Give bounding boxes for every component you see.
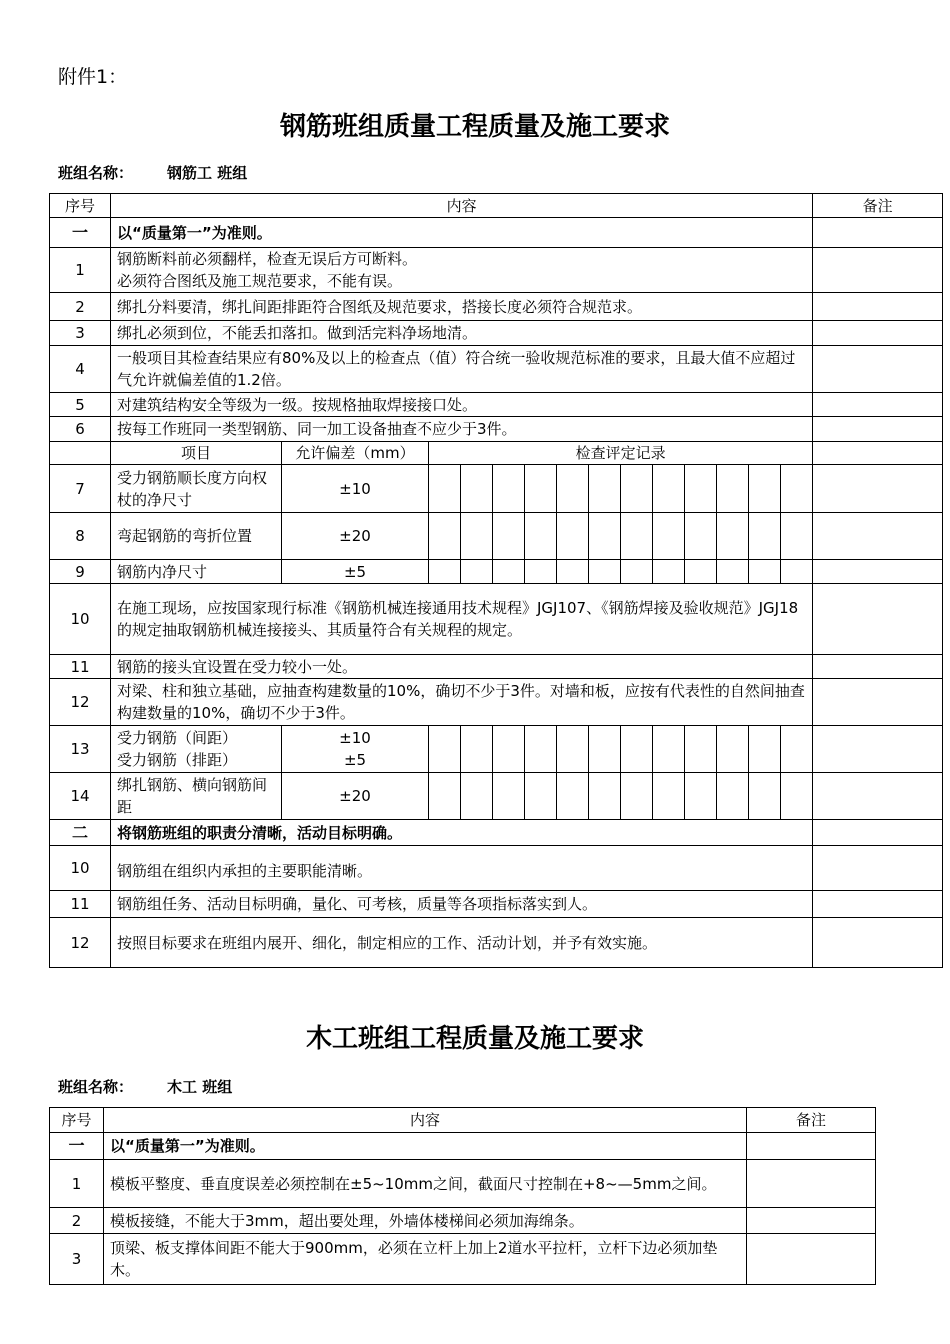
row-no: 10 bbox=[50, 584, 111, 655]
record-cell bbox=[557, 773, 589, 820]
tolerance-value: ±20 bbox=[282, 513, 429, 560]
record-cell bbox=[717, 513, 749, 560]
remarks-cell bbox=[813, 293, 943, 321]
record-cell bbox=[685, 773, 717, 820]
remarks-cell bbox=[813, 560, 943, 584]
tolerance-value: ±5 bbox=[282, 560, 429, 584]
record-cell bbox=[493, 465, 525, 513]
record-cell bbox=[461, 513, 493, 560]
row-content: 绑扎分料要清，绑扎间距排距符合图纸及规范要求，搭接长度必须符合规范求。 bbox=[111, 293, 813, 321]
row-no: 9 bbox=[50, 560, 111, 584]
row-no: 13 bbox=[50, 726, 111, 773]
record-cell bbox=[717, 773, 749, 820]
record-cell bbox=[525, 465, 557, 513]
row-content: 在施工现场，应按国家现行标准《钢筋机械连接通用技术规程》JGJ107、《钢筋焊接及验收规范》JGJ18的规定抽取钢筋机械连接接头、其质量符合有关规程的规定。 bbox=[111, 584, 813, 655]
record-cell bbox=[621, 560, 653, 584]
remarks-cell bbox=[813, 465, 943, 513]
remarks-cell bbox=[813, 773, 943, 820]
record-cell bbox=[717, 560, 749, 584]
row-no: 14 bbox=[50, 773, 111, 820]
table-row bbox=[50, 679, 943, 726]
record-cell bbox=[781, 773, 813, 820]
remarks-cell bbox=[813, 918, 943, 968]
record-cell bbox=[525, 726, 557, 773]
row-no: 3 bbox=[50, 321, 111, 346]
record-cell bbox=[589, 726, 621, 773]
record-cell bbox=[429, 560, 461, 584]
row-no: 4 bbox=[50, 346, 111, 393]
record-cell bbox=[493, 513, 525, 560]
remarks-cell bbox=[813, 513, 943, 560]
table-row bbox=[50, 417, 943, 442]
record-cell bbox=[493, 773, 525, 820]
record-cell bbox=[589, 513, 621, 560]
row-no: 6 bbox=[50, 417, 111, 442]
record-cell bbox=[749, 465, 781, 513]
section-mark: 一 bbox=[50, 1133, 104, 1160]
row-content: 对建筑结构安全等级为一级。按规格抽取焊接接口处。 bbox=[111, 393, 813, 417]
table-header-row bbox=[50, 1108, 876, 1133]
row-content: 钢筋组在组织内承担的主要职能清晰。 bbox=[111, 846, 813, 891]
record-cell bbox=[717, 465, 749, 513]
team-name: 木工 班组 bbox=[167, 1078, 233, 1096]
inspection-item: 弯起钢筋的弯折位置 bbox=[111, 513, 282, 560]
record-cell bbox=[621, 465, 653, 513]
inspection-row bbox=[50, 513, 943, 560]
tolerance-value: ±20 bbox=[282, 773, 429, 820]
section-mark: 二 bbox=[50, 820, 111, 846]
attachment-label: 附件1： bbox=[58, 66, 128, 88]
inspection-item: 受力钢筋（间距） 受力钢筋（排距） bbox=[111, 726, 282, 773]
record-cell bbox=[781, 726, 813, 773]
row-content: 按每工作班同一类型钢筋、同一加工设备抽查不应少于3件。 bbox=[111, 417, 813, 442]
record-cell bbox=[749, 773, 781, 820]
row-content: 对梁、柱和独立基础，应抽查构建数量的10%，确切不少于3件。对墙和板，应按有代表性的自然间抽查构建数量的10%，确切不少于3件。 bbox=[111, 679, 813, 726]
inspection-item-header: 项目 bbox=[111, 442, 282, 465]
section-text: 以“质量第一”为准则。 bbox=[104, 1133, 747, 1160]
table-row bbox=[50, 655, 943, 679]
header-no: 序号 bbox=[50, 194, 111, 218]
remarks-cell bbox=[813, 820, 943, 846]
table-header-row bbox=[50, 194, 943, 218]
inspection-row bbox=[50, 773, 943, 820]
row-no: 2 bbox=[50, 293, 111, 321]
inspection-item: 绑扎钢筋、横向钢筋间距 bbox=[111, 773, 282, 820]
section-row bbox=[50, 1133, 876, 1160]
record-cell bbox=[781, 560, 813, 584]
header-content: 内容 bbox=[104, 1108, 747, 1133]
record-cell bbox=[557, 513, 589, 560]
table-row bbox=[50, 918, 943, 968]
row-no: 11 bbox=[50, 891, 111, 918]
remarks-cell bbox=[813, 248, 943, 293]
row-no: 11 bbox=[50, 655, 111, 679]
record-cell bbox=[429, 513, 461, 560]
remarks-cell bbox=[813, 417, 943, 442]
remarks-cell bbox=[747, 1160, 876, 1208]
remarks-cell bbox=[813, 726, 943, 773]
record-cell bbox=[749, 513, 781, 560]
remarks-cell bbox=[813, 655, 943, 679]
row-no: 12 bbox=[50, 918, 111, 968]
remarks-cell bbox=[813, 346, 943, 393]
row-content: 钢筋断料前必须翻样，检查无误后方可断料。 必须符合图纸及施工规范要求，不能有误。 bbox=[111, 248, 813, 293]
row-content: 顶梁、板支撑体间距不能大于900mm，必须在立杆上加上2道水平拉杆，立杆下边必须加垫木。 bbox=[104, 1234, 747, 1285]
rebar-team-line bbox=[58, 162, 247, 183]
inspection-tolerance-header: 允许偏差（mm） bbox=[282, 442, 429, 465]
tolerance-value: ±10 ±5 bbox=[282, 726, 429, 773]
record-cell bbox=[717, 726, 749, 773]
table-row bbox=[50, 346, 943, 393]
remarks-cell bbox=[813, 393, 943, 417]
remarks-cell bbox=[747, 1234, 876, 1285]
remarks-cell bbox=[813, 891, 943, 918]
team-label: 班组名称： bbox=[58, 164, 134, 182]
record-cell bbox=[781, 513, 813, 560]
record-cell bbox=[429, 726, 461, 773]
inspection-row bbox=[50, 726, 943, 773]
row-no: 3 bbox=[50, 1234, 104, 1285]
record-cell bbox=[429, 773, 461, 820]
carpentry-title: 木工班组工程质量及施工要求 bbox=[305, 1024, 644, 1054]
record-cell bbox=[461, 560, 493, 584]
record-cell bbox=[749, 560, 781, 584]
record-cell bbox=[429, 465, 461, 513]
record-cell bbox=[557, 726, 589, 773]
record-cell bbox=[653, 560, 685, 584]
record-cell bbox=[685, 513, 717, 560]
inspection-item: 受力钢筋顺长度方向权杖的净尺寸 bbox=[111, 465, 282, 513]
rebar-requirements-table bbox=[49, 193, 943, 968]
record-cell bbox=[781, 465, 813, 513]
record-cell bbox=[557, 560, 589, 584]
table-row bbox=[50, 846, 943, 891]
inspection-header-row bbox=[50, 442, 943, 465]
row-content: 一般项目其检查结果应有80%及以上的检查点（值）符合统一验收规范标准的要求，且最大值不应超过气允许就偏差值的1.2倍。 bbox=[111, 346, 813, 393]
table-row bbox=[50, 584, 943, 655]
record-cell bbox=[749, 726, 781, 773]
table-row bbox=[50, 1208, 876, 1234]
row-no: 1 bbox=[50, 248, 111, 293]
table-row bbox=[50, 891, 943, 918]
row-no: 8 bbox=[50, 513, 111, 560]
remarks-cell bbox=[747, 1208, 876, 1234]
row-no: 1 bbox=[50, 1160, 104, 1208]
rebar-title: 钢筋班组质量工程质量及施工要求 bbox=[279, 112, 670, 142]
row-content: 模板接缝，不能大于3mm，超出要处理，外墙体楼梯间必须加海绵条。 bbox=[104, 1208, 747, 1234]
record-cell bbox=[525, 513, 557, 560]
table-row bbox=[50, 321, 943, 346]
row-no: 2 bbox=[50, 1208, 104, 1234]
record-cell bbox=[685, 465, 717, 513]
record-cell bbox=[461, 726, 493, 773]
record-cell bbox=[653, 773, 685, 820]
row-content: 钢筋的接头宜设置在受力较小一处。 bbox=[111, 655, 813, 679]
section-mark: 一 bbox=[50, 218, 111, 248]
record-cell bbox=[653, 465, 685, 513]
section-text: 将钢筋班组的职责分清晰，活动目标明确。 bbox=[111, 820, 813, 846]
header-remarks: 备注 bbox=[747, 1108, 876, 1133]
header-remarks: 备注 bbox=[813, 194, 943, 218]
remarks-cell bbox=[813, 679, 943, 726]
carpentry-team-line bbox=[58, 1076, 232, 1097]
record-cell bbox=[493, 726, 525, 773]
record-cell bbox=[685, 560, 717, 584]
record-cell bbox=[589, 773, 621, 820]
record-cell bbox=[461, 465, 493, 513]
record-cell bbox=[653, 726, 685, 773]
record-cell bbox=[461, 773, 493, 820]
row-content: 按照目标要求在班组内展开、细化，制定相应的工作、活动计划，并予有效实施。 bbox=[111, 918, 813, 968]
remarks-cell bbox=[813, 321, 943, 346]
remarks-cell bbox=[813, 846, 943, 891]
tolerance-value: ±10 bbox=[282, 465, 429, 513]
remarks-cell bbox=[747, 1133, 876, 1160]
row-no: 12 bbox=[50, 679, 111, 726]
table-row bbox=[50, 393, 943, 417]
remarks-cell bbox=[813, 584, 943, 655]
team-name: 钢筋工 班组 bbox=[167, 164, 248, 182]
record-cell bbox=[685, 726, 717, 773]
record-cell bbox=[525, 773, 557, 820]
table-row bbox=[50, 1234, 876, 1285]
inspection-record-header: 检查评定记录 bbox=[429, 442, 813, 465]
row-content: 绑扎必须到位，不能丢扣落扣。做到活完料净场地清。 bbox=[111, 321, 813, 346]
section-row bbox=[50, 218, 943, 248]
record-cell bbox=[621, 513, 653, 560]
record-cell bbox=[525, 560, 557, 584]
row-no: 7 bbox=[50, 465, 111, 513]
header-no: 序号 bbox=[50, 1108, 104, 1133]
remarks-cell bbox=[813, 218, 943, 248]
record-cell bbox=[621, 726, 653, 773]
record-cell bbox=[589, 560, 621, 584]
record-cell bbox=[621, 773, 653, 820]
row-content: 钢筋组任务、活动目标明确，量化、可考核，质量等各项指标落实到人。 bbox=[111, 891, 813, 918]
record-cell bbox=[653, 513, 685, 560]
blank-cell bbox=[50, 442, 111, 465]
record-cell bbox=[589, 465, 621, 513]
carpentry-requirements-table bbox=[49, 1107, 876, 1285]
section-text: 以“质量第一”为准则。 bbox=[111, 218, 813, 248]
inspection-row bbox=[50, 465, 943, 513]
record-cell bbox=[493, 560, 525, 584]
inspection-row bbox=[50, 560, 943, 584]
record-cell bbox=[557, 465, 589, 513]
table-row bbox=[50, 248, 943, 293]
table-row bbox=[50, 293, 943, 321]
remarks-cell bbox=[813, 442, 943, 465]
section-row bbox=[50, 820, 943, 846]
header-content: 内容 bbox=[111, 194, 813, 218]
row-content: 模板平整度、垂直度误差必须控制在±5~10mm之间，截面尺寸控制在+8~—5mm之间。 bbox=[104, 1160, 747, 1208]
team-label: 班组名称： bbox=[58, 1078, 134, 1096]
row-no: 10 bbox=[50, 846, 111, 891]
inspection-item: 钢筋内净尺寸 bbox=[111, 560, 282, 584]
row-no: 5 bbox=[50, 393, 111, 417]
table-row bbox=[50, 1160, 876, 1208]
